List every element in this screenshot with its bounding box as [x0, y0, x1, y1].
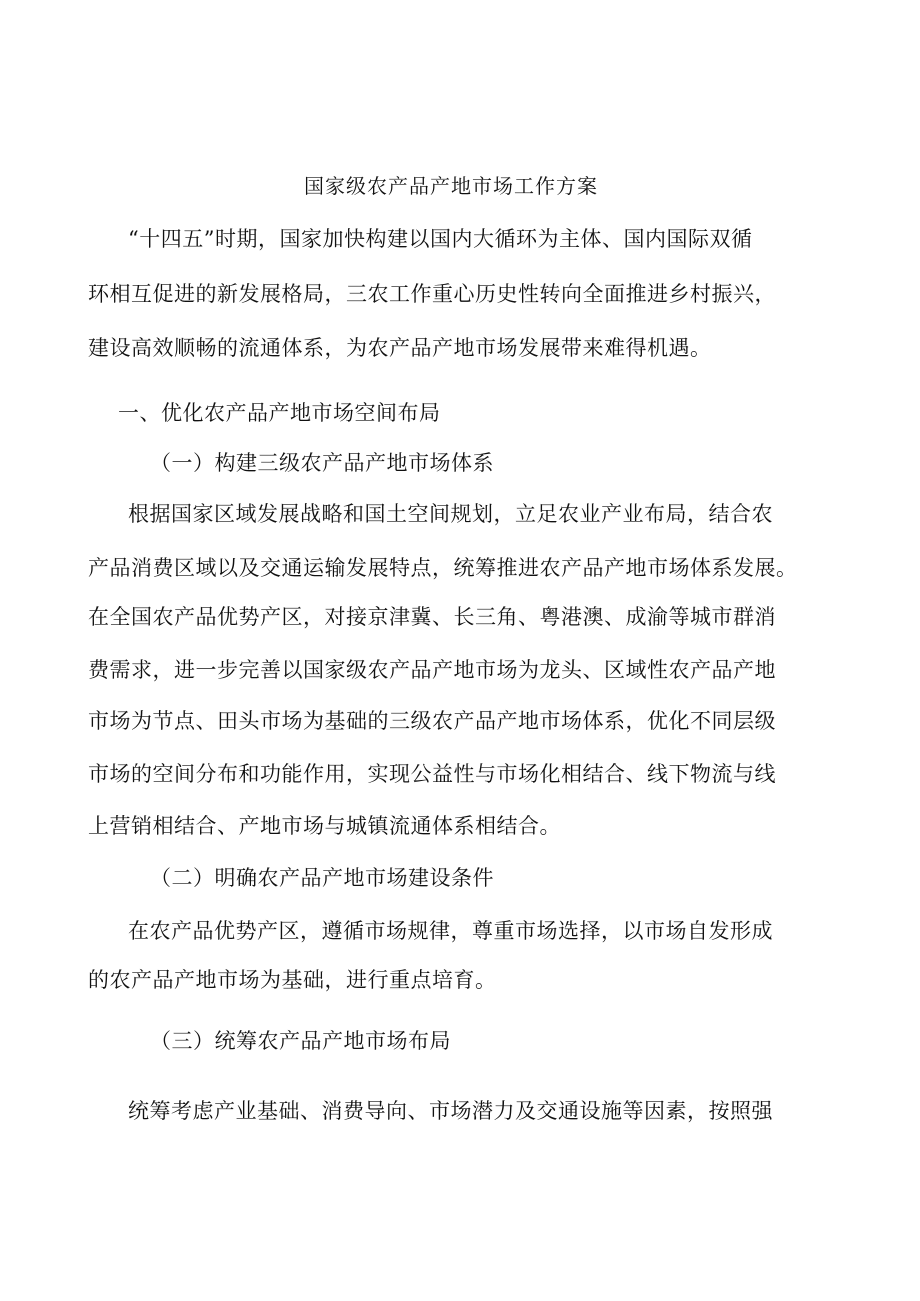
subsection-3-heading: （三）统筹农产品产地市场布局	[150, 1029, 451, 1053]
section-1-heading: 一、优化农产品产地市场空间布局	[118, 401, 441, 425]
paragraph-line: 根据国家区域发展战略和国土空间规划，立足农业产业布局，结合农	[128, 502, 773, 526]
document-title: 国家级农产品产地市场工作方案	[304, 174, 598, 198]
intro-line-1: “十四五”时期，国家加快构建以国内大循环为主体、国内国际双循	[128, 227, 753, 251]
paragraph-line: 上营销相结合、产地市场与城镇流通体系相结合。	[88, 814, 561, 838]
subsection-2-heading: （二）明确农产品产地市场建设条件	[150, 866, 494, 890]
paragraph-line: 市场为节点、田头市场为基础的三级农产品产地市场体系，优化不同层级	[88, 709, 776, 733]
paragraph-line: 费需求，进一步完善以国家级农产品产地市场为龙头、区域性农产品产地	[88, 658, 776, 682]
paragraph-line: 统筹考虑产业基础、消费导向、市场潜力及交通设施等因素，按照强	[128, 1099, 773, 1123]
subsection-1-heading: （一）构建三级农产品产地市场体系	[150, 451, 494, 475]
paragraph-line: 的农产品产地市场为基础，进行重点培育。	[88, 968, 497, 992]
paragraph-line: 在农产品优势产区，遵循市场规律，尊重市场选择，以市场自发形成	[128, 919, 773, 943]
paragraph-line: 市场的空间分布和功能作用，实现公益性与市场化相结合、线下物流与线	[88, 762, 776, 786]
intro-line-3: 建设高效顺畅的流通体系，为农产品产地市场发展带来难得机遇。	[88, 336, 712, 360]
paragraph-line: 产品消费区域以及交通运输发展特点，统筹推进农产品产地市场体系发展。	[88, 556, 798, 580]
paragraph-line: 在全国农产品优势产区，对接京津冀、长三角、粤港澳、成渝等城市群消	[88, 605, 776, 629]
intro-line-2: 环相互促进的新发展格局，三农工作重心历史性转向全面推进乡村振兴，	[88, 282, 776, 306]
